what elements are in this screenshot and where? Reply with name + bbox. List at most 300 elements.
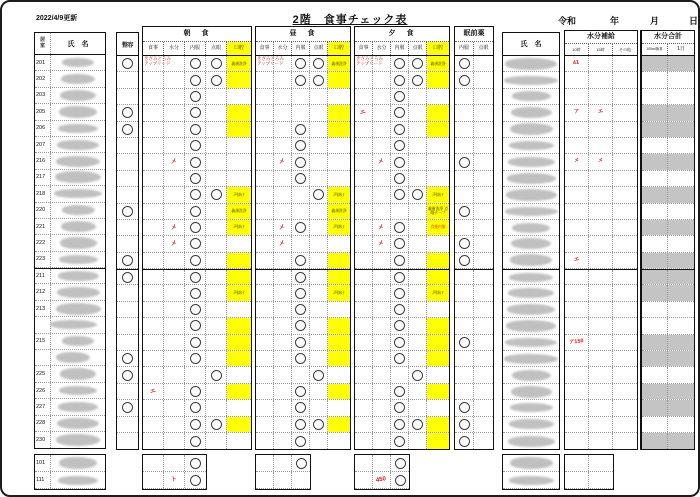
- circle-mark-icon: [395, 458, 406, 469]
- presleep-subheader: 点眼: [478, 45, 489, 51]
- meal-table-bottom-h: [255, 454, 311, 490]
- oral-med-cell: [185, 171, 206, 186]
- oral-care-cell: [227, 384, 251, 399]
- grooming-cell: [117, 236, 138, 251]
- resident-name-cell-2: [503, 72, 559, 87]
- oral-med-cell: [185, 236, 206, 251]
- table-row: [503, 433, 559, 449]
- oral-care-cell: [328, 433, 350, 449]
- food-cell: [143, 56, 171, 71]
- table-row: [642, 236, 694, 252]
- hydration-cell: [613, 154, 637, 169]
- table-row: [503, 335, 559, 351]
- handwritten-mark: メ: [378, 158, 385, 166]
- room-number: [35, 350, 51, 365]
- hydration-cell: [589, 253, 613, 268]
- oral-care-cell: [427, 318, 449, 333]
- resident-name-cell-2: [503, 400, 559, 415]
- presleep-oral-cell: [455, 253, 474, 268]
- fluid-day-cell: [668, 171, 694, 186]
- circle-mark-icon: [313, 370, 324, 381]
- eye-drop-cell: [206, 89, 227, 104]
- water-cell: [274, 335, 292, 350]
- redacted-name-smudge: [56, 434, 100, 446]
- oral-med-cell: [391, 89, 409, 104]
- food-cell: [143, 318, 164, 333]
- redacted-name-smudge: [58, 271, 99, 281]
- food-cell: [143, 285, 164, 300]
- eye-drop-cell: [310, 384, 328, 399]
- oral-care-note: 義歯洗浄 点眼テープ: [427, 206, 449, 216]
- room-number: [35, 432, 51, 448]
- eye-drop-cell: [206, 335, 227, 350]
- table-row: [642, 105, 694, 121]
- food-cell: [355, 105, 373, 120]
- hydration-cell: [565, 270, 589, 284]
- presleep-header: 眠前薬: [455, 27, 493, 42]
- food-cell: [256, 138, 274, 153]
- circle-mark-icon: [211, 189, 222, 200]
- oral-care-cell: [328, 220, 350, 235]
- water-cell: [164, 417, 185, 432]
- table-row: [565, 236, 637, 252]
- table-row: [455, 367, 493, 383]
- table-row: [642, 56, 694, 72]
- food-cell: [355, 89, 373, 104]
- table-row: [117, 138, 138, 154]
- fluid-day-cell: [668, 253, 694, 268]
- table-row: [503, 455, 559, 472]
- hydration-cell: [565, 171, 589, 186]
- water-cell: [373, 72, 391, 87]
- fluid-day-cell: [668, 72, 694, 87]
- table-row: [35, 71, 105, 87]
- redacted-name-smudge: [57, 140, 99, 150]
- room-number: [35, 472, 51, 488]
- eye-drop-cell: [310, 220, 328, 235]
- fluid-total-cell: [642, 351, 668, 366]
- resident-name-cell-2: [503, 270, 559, 284]
- fluid-total-cell: [642, 122, 668, 137]
- hydration-cell: [565, 204, 589, 219]
- circle-mark-icon: [295, 124, 306, 135]
- circle-mark-icon: [295, 320, 306, 331]
- presleep-oral-cell: [455, 154, 474, 169]
- circle-mark-icon: [295, 58, 306, 69]
- eye-drop-cell: [206, 138, 227, 153]
- table-row: [256, 318, 350, 334]
- table-row: [35, 235, 105, 251]
- table-row: [256, 138, 350, 154]
- eye-drop-cell: [310, 105, 328, 120]
- table-row: [256, 122, 350, 138]
- water-cell: [274, 433, 292, 449]
- oral-med-cell: [391, 154, 409, 169]
- meal-subheader: 水分: [164, 42, 185, 55]
- room-number-text: 205: [36, 108, 46, 115]
- resident-name-cell-2: [503, 417, 559, 432]
- food-cell: [256, 220, 274, 235]
- circle-mark-icon: [313, 58, 324, 69]
- resident-name-cell: [51, 104, 105, 119]
- food-cell: [143, 472, 164, 488]
- table-row: [256, 351, 350, 367]
- redacted-name-smudge: [507, 173, 556, 184]
- circle-mark-icon: [122, 402, 133, 413]
- table-row: [565, 384, 637, 400]
- room-number-text: 203: [36, 92, 46, 99]
- table-row: [117, 220, 138, 236]
- food-cell: [256, 253, 274, 268]
- redacted-name-smudge: [511, 386, 552, 398]
- table-row: [355, 285, 449, 301]
- food-cell: [355, 122, 373, 137]
- redacted-name-smudge: [508, 157, 555, 167]
- table-row: [35, 203, 105, 219]
- water-cell: [164, 72, 185, 87]
- oral-care-cell: [328, 351, 350, 366]
- water-cell: [164, 204, 185, 219]
- grooming-cell: [117, 138, 138, 153]
- presleep-oral-cell: [455, 204, 474, 219]
- water-cell: [274, 204, 292, 219]
- fluid-total-cell: [642, 187, 668, 202]
- table-row: [642, 204, 694, 220]
- water-cell: [274, 220, 292, 235]
- eye-drop-cell: [206, 220, 227, 235]
- hydration-cell: [565, 351, 589, 366]
- circle-mark-icon: [190, 140, 201, 151]
- hydration-cell: [589, 204, 613, 219]
- oral-care-cell: [328, 105, 350, 120]
- hydration-cell: [589, 433, 613, 449]
- hydration-cell: [613, 253, 637, 268]
- oral-med-cell: [292, 285, 310, 300]
- handwritten-mark: メ: [170, 158, 178, 166]
- meal-header: 朝 食: [143, 27, 251, 42]
- food-cell: [355, 433, 373, 449]
- water-cell: [274, 72, 292, 87]
- hydration-cell: [565, 122, 589, 137]
- eye-drop-cell: [206, 236, 227, 251]
- resident-name-cell: [51, 350, 105, 365]
- oral-med-cell: [292, 122, 310, 137]
- oral-care-note: 声掛け: [233, 290, 245, 295]
- circle-mark-icon: [412, 419, 423, 430]
- water-cell: [164, 220, 185, 235]
- table-row: [455, 154, 493, 170]
- circle-mark-icon: [211, 58, 222, 69]
- circle-mark-icon: [394, 255, 405, 266]
- grooming-cell: [117, 253, 138, 268]
- eye-drop-cell: [206, 204, 227, 219]
- meal-subheader: 点眼: [206, 42, 227, 55]
- table-row: [117, 122, 138, 138]
- food-cell: [256, 318, 274, 333]
- table-row: [503, 89, 559, 105]
- meal-subheader: 口腔: [427, 42, 449, 55]
- oral-care-cell: [227, 236, 251, 251]
- water-cell: [274, 455, 292, 471]
- table-row: [35, 334, 105, 350]
- room-number-text: 221: [36, 223, 46, 230]
- table-row: [256, 302, 350, 318]
- water-cell: [373, 154, 391, 169]
- food-cell: [355, 270, 373, 284]
- oral-care-cell: [427, 138, 449, 153]
- water-cell: [164, 138, 185, 153]
- table-row: [143, 72, 251, 88]
- table-row: [503, 400, 559, 416]
- oral-care-cell: [227, 400, 251, 415]
- table-row: [355, 171, 449, 187]
- eye-drop-cell: [409, 302, 427, 317]
- table-row: [355, 351, 449, 367]
- oral-care-cell: [328, 400, 350, 415]
- table-row: [455, 351, 493, 367]
- oral-med-cell: [292, 455, 310, 471]
- grooming-table: [116, 32, 139, 450]
- oral-care-cell: [427, 204, 449, 219]
- table-row: [355, 318, 449, 334]
- room-number-text: 212: [36, 289, 46, 296]
- presleep-oral-cell: [455, 335, 474, 350]
- table-row: [642, 269, 694, 285]
- table-row: [143, 204, 251, 220]
- table-row: [565, 154, 637, 170]
- food-cell: [256, 105, 274, 120]
- circle-mark-icon: [459, 255, 470, 266]
- presleep-eye-cell: [474, 171, 493, 186]
- table-row: [143, 285, 251, 301]
- table-row: [355, 335, 449, 351]
- hydration-cell: [589, 455, 613, 471]
- handwritten-note: きざみとろみ アップリード: [144, 56, 171, 67]
- table-row: [565, 351, 637, 367]
- water-cell: [274, 318, 292, 333]
- fluid-total-table: [640, 30, 695, 450]
- hydration-cell: [589, 72, 613, 87]
- water-cell: [274, 138, 292, 153]
- redacted-name-smudge: [55, 171, 101, 183]
- eye-drop-cell: [310, 302, 328, 317]
- room-number: [35, 235, 51, 250]
- table-row: [642, 351, 694, 367]
- grooming-cell: [117, 187, 138, 202]
- meal-header: 昼 食: [256, 27, 350, 42]
- redacted-name-smudge: [60, 90, 96, 101]
- presleep-oral-cell: [455, 138, 474, 153]
- oral-care-cell: [427, 122, 449, 137]
- eye-drop-cell: [206, 253, 227, 268]
- eye-drop-cell: [206, 285, 227, 300]
- water-cell: [373, 138, 391, 153]
- oral-med-cell: [185, 367, 206, 382]
- grooming-cell: [117, 400, 138, 415]
- table-row: [256, 455, 310, 472]
- hydration-cell: [565, 335, 589, 350]
- table-row: [256, 400, 350, 416]
- fluid-day-cell: [668, 220, 694, 235]
- table-row: [503, 204, 559, 220]
- hydration-cell: [613, 122, 637, 137]
- table-row: [143, 302, 251, 318]
- table-row: [256, 204, 350, 220]
- oral-care-cell: [227, 285, 251, 300]
- updated-date: 2022/4/9更新: [36, 15, 78, 22]
- water-cell: [373, 89, 391, 104]
- oral-med-cell: [292, 171, 310, 186]
- presleep-oral-cell: [455, 351, 474, 366]
- table-row: [355, 269, 449, 285]
- food-cell: [355, 417, 373, 432]
- food-cell: [355, 154, 373, 169]
- table-row: [35, 399, 105, 415]
- circle-mark-icon: [412, 189, 423, 200]
- hydration-cell: [613, 351, 637, 366]
- circle-mark-icon: [394, 419, 405, 430]
- table-row: [355, 89, 449, 105]
- water-cell: [164, 171, 185, 186]
- table-row: [35, 219, 105, 235]
- table-row: [455, 122, 493, 138]
- circle-mark-icon: [395, 475, 406, 486]
- oral-care-cell: [227, 56, 251, 71]
- redacted-name-smudge: [505, 207, 558, 216]
- food-cell: [143, 72, 164, 87]
- hydration-cell: [565, 72, 589, 87]
- circle-mark-icon: [190, 75, 201, 86]
- table-row: [503, 236, 559, 252]
- table-row: [35, 284, 105, 300]
- circle-mark-icon: [190, 157, 201, 168]
- eye-drop-cell: [409, 204, 427, 219]
- water-cell: [274, 400, 292, 415]
- resident-name-cell-2: [503, 455, 559, 471]
- oral-med-cell: [391, 56, 409, 71]
- room-number-text: 223: [36, 256, 46, 263]
- eye-drop-cell: [310, 318, 328, 333]
- table-row: [35, 416, 105, 432]
- fluid-day-cell: [668, 367, 694, 382]
- oral-med-cell: [185, 400, 206, 415]
- food-cell: [355, 472, 373, 488]
- oral-care-note: 声掛け: [432, 290, 444, 295]
- table-row: [642, 400, 694, 416]
- hydration-cell: [589, 302, 613, 317]
- room-header: 居 室: [35, 33, 51, 54]
- presleep-oral-cell: [455, 236, 474, 251]
- table-row: [355, 138, 449, 154]
- redacted-name-smudge: [512, 370, 551, 381]
- water-cell: [373, 204, 391, 219]
- circle-mark-icon: [211, 75, 222, 86]
- eye-drop-cell: [206, 302, 227, 317]
- oral-med-cell: [185, 72, 206, 87]
- water-cell: [274, 253, 292, 268]
- water-cell: [274, 270, 292, 284]
- redacted-name-smudge: [58, 124, 98, 133]
- meal-subheader: 点眼: [409, 42, 427, 55]
- handwritten-mark: 41: [573, 59, 580, 67]
- handwritten-mark: エ: [597, 108, 604, 116]
- circle-mark-icon: [295, 386, 306, 397]
- hydration-table-bottom: [564, 454, 614, 490]
- table-row: [117, 171, 138, 187]
- fluid-total-cell: [642, 318, 668, 333]
- redacted-name-smudge: [56, 352, 90, 363]
- table-row: [35, 104, 105, 120]
- oral-med-cell: [185, 204, 206, 219]
- food-cell: [256, 335, 274, 350]
- resident-name-cell-2: [503, 220, 559, 235]
- oral-care-cell: [227, 89, 251, 104]
- fluid-total-cell: [642, 367, 668, 382]
- table-row: [117, 269, 138, 285]
- hydration-cell: [613, 220, 637, 235]
- hydration-cell: [565, 253, 589, 268]
- redacted-name-smudge: [504, 354, 558, 364]
- food-cell: [256, 302, 274, 317]
- fluid-total-cell: [642, 236, 668, 251]
- oral-care-cell: [427, 417, 449, 432]
- hydration-cell: [589, 122, 613, 137]
- fluid-day-cell: [668, 302, 694, 317]
- grooming-cell: [117, 105, 138, 120]
- eye-drop-cell: [310, 417, 328, 432]
- fluid-day-cell: [668, 122, 694, 137]
- page-title: 2階 食事チェック表: [292, 14, 408, 26]
- hydration-cell: [613, 367, 637, 382]
- water-cell: [373, 187, 391, 202]
- redacted-name-smudge: [505, 338, 557, 347]
- water-cell: [373, 433, 391, 449]
- hydration-cell: [565, 154, 589, 169]
- resident-name-cell-2: [503, 384, 559, 399]
- fluid-total-cell: [642, 302, 668, 317]
- oral-care-cell: [427, 72, 449, 87]
- table-row: [503, 285, 559, 301]
- presleep-eye-cell: [474, 187, 493, 202]
- food-cell: [256, 56, 284, 71]
- eye-drop-cell: [206, 56, 227, 71]
- fluid-day-cell: [668, 89, 694, 104]
- eye-drop-cell: [409, 236, 427, 251]
- water-cell: [164, 455, 185, 471]
- fluid-total-cell: [642, 270, 668, 284]
- year-label: 年: [610, 16, 620, 26]
- eye-drop-cell: [409, 122, 427, 137]
- oral-med-cell: [391, 122, 409, 137]
- oral-care-cell: [227, 433, 251, 449]
- eye-drop-cell: [310, 253, 328, 268]
- circle-mark-icon: [459, 419, 470, 430]
- oral-med-cell: [391, 318, 409, 333]
- oral-med-cell: [391, 455, 409, 471]
- water-cell: [373, 236, 391, 251]
- presleep-oral-cell: [455, 187, 474, 202]
- food-cell: [143, 384, 164, 399]
- circle-mark-icon: [459, 337, 470, 348]
- table-row: [455, 187, 493, 203]
- water-cell: [164, 89, 185, 104]
- presleep-oral-cell: [455, 302, 474, 317]
- food-cell: [143, 187, 164, 202]
- table-row: [503, 472, 559, 489]
- oral-care-cell: [328, 187, 350, 202]
- food-cell: [143, 400, 164, 415]
- fluid-day-cell: [668, 433, 694, 449]
